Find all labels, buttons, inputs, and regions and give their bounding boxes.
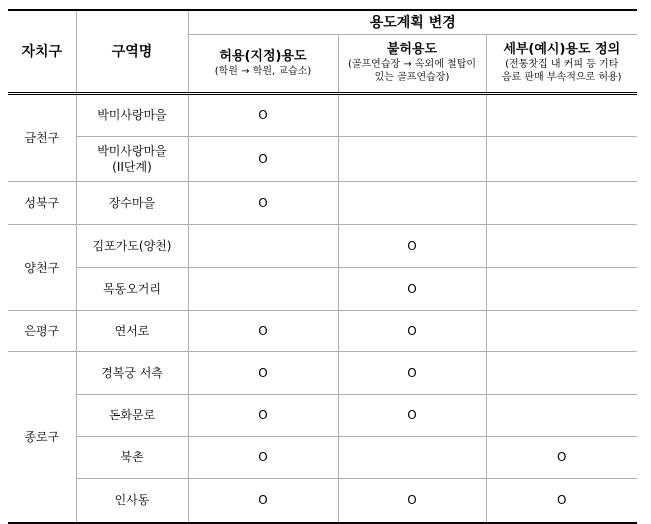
header-prohibited-label: 불허용도 xyxy=(386,42,438,57)
prohibited-cell: O xyxy=(338,478,486,523)
area-cell xyxy=(76,436,188,478)
area-name: 인사동 xyxy=(114,493,150,508)
header-prohibited xyxy=(338,34,486,93)
prohibited-cell: O xyxy=(338,310,486,351)
header-detailed-note-2: 음료 판매 부속적으로 허용) xyxy=(501,72,622,83)
area-name: 김포가도(양천) xyxy=(92,238,172,253)
area-name: 북촌 xyxy=(120,450,144,464)
land-use-table-frame xyxy=(8,9,637,511)
district-cell: 은평구 xyxy=(8,310,76,351)
area-cell xyxy=(76,351,188,394)
prohibited-cell xyxy=(338,181,486,224)
district-cell: 종로구 xyxy=(8,351,76,523)
table-row xyxy=(8,351,637,394)
detailed-cell xyxy=(486,351,637,394)
table-row xyxy=(8,136,637,181)
permitted-cell: O xyxy=(188,181,338,224)
table-row xyxy=(8,436,637,478)
area-cell xyxy=(76,394,188,436)
area-name-sub: (II단계) xyxy=(112,159,152,174)
permitted-cell: O xyxy=(188,136,338,181)
permitted-cell: O xyxy=(188,394,338,436)
prohibited-cell: O xyxy=(338,394,486,436)
district-cell: 양천구 xyxy=(8,224,76,310)
table-body xyxy=(8,93,637,523)
area-cell xyxy=(76,136,188,181)
detailed-cell xyxy=(486,310,637,351)
table-row xyxy=(8,310,637,351)
table-row xyxy=(8,93,637,136)
district-cell: 성북구 xyxy=(8,181,76,224)
area-name: 박미사랑마을 xyxy=(97,143,167,158)
permitted-cell xyxy=(188,224,338,267)
area-name: 경복궁 서측 xyxy=(101,365,163,380)
table-row xyxy=(8,267,637,310)
header-detailed xyxy=(486,34,637,93)
prohibited-cell xyxy=(338,93,486,136)
prohibited-cell xyxy=(338,136,486,181)
header-group: 용도계획 변경 xyxy=(188,10,637,34)
detailed-cell xyxy=(486,394,637,436)
prohibited-cell: O xyxy=(338,267,486,310)
permitted-cell: O xyxy=(188,93,338,136)
detailed-cell: O xyxy=(486,478,637,523)
header-permitted xyxy=(188,34,338,93)
area-cell xyxy=(76,310,188,351)
detailed-cell xyxy=(486,181,637,224)
area-cell xyxy=(76,224,188,267)
area-name: 장수마을 xyxy=(108,195,156,210)
header-permitted-note: (학원 → 학원, 교습소) xyxy=(214,65,312,77)
permitted-cell: O xyxy=(188,351,338,394)
prohibited-cell: O xyxy=(338,351,486,394)
area-cell xyxy=(76,181,188,224)
detailed-cell xyxy=(486,93,637,136)
table-row xyxy=(8,478,637,523)
area-name: 목동오거리 xyxy=(103,281,161,296)
header-district: 자치구 xyxy=(8,10,76,93)
area-cell xyxy=(76,93,188,136)
area-cell xyxy=(76,478,188,523)
district-cell: 금천구 xyxy=(8,93,76,181)
header-detailed-note-1: (전통찻집 내 커피 등 기타 xyxy=(505,59,619,70)
detailed-cell: O xyxy=(486,436,637,478)
permitted-cell xyxy=(188,267,338,310)
table-row xyxy=(8,181,637,224)
permitted-cell: O xyxy=(188,478,338,523)
area-cell xyxy=(76,267,188,310)
detailed-cell xyxy=(486,136,637,181)
header-permitted-label: 허용(지정)용도 xyxy=(219,48,307,64)
area-name: 연서로 xyxy=(114,323,150,338)
land-use-table xyxy=(8,9,637,524)
table-row xyxy=(8,394,637,436)
header-detailed-label: 세부(예시)용도 정의 xyxy=(503,42,621,57)
header-prohibited-note-1: (골프연습장 → 옥외에 철탑이 xyxy=(347,59,477,70)
detailed-cell xyxy=(486,267,637,310)
permitted-cell: O xyxy=(188,436,338,478)
area-name: 박미사랑마을 xyxy=(97,108,167,122)
area-name: 돈화문로 xyxy=(108,408,156,422)
prohibited-cell: O xyxy=(338,224,486,267)
detailed-cell xyxy=(486,224,637,267)
prohibited-cell xyxy=(338,436,486,478)
header-prohibited-note-2: 있는 골프연습장) xyxy=(374,72,450,83)
header-area: 구역명 xyxy=(76,10,188,93)
table-row xyxy=(8,224,637,267)
permitted-cell: O xyxy=(188,310,338,351)
